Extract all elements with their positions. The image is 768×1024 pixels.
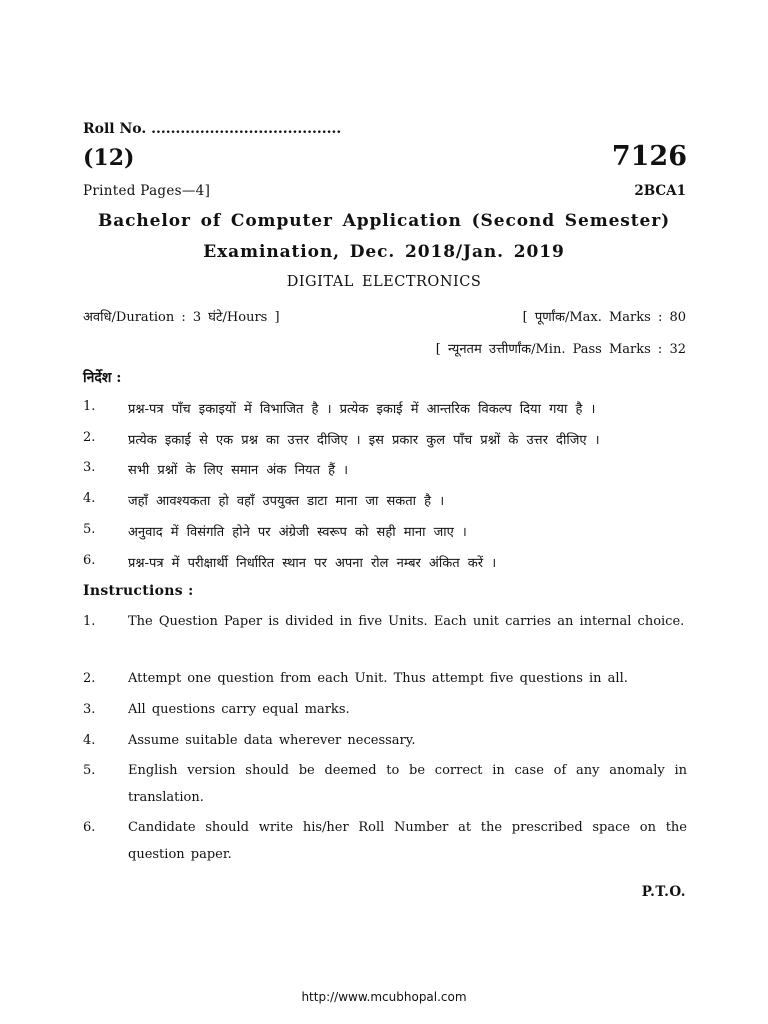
subject-name: DIGITAL ELECTRONICS xyxy=(286,274,482,290)
english-instruction-item xyxy=(83,608,687,635)
item-text: सभी प्रश्नों के लिए समान अंक नियत हैं । xyxy=(128,463,349,478)
item-number: 3. xyxy=(83,702,96,717)
course-code: 2BCA1 xyxy=(634,183,686,199)
roll-number-line: Roll No. ....................................... xyxy=(83,121,342,137)
paper-code: (12) xyxy=(83,145,135,171)
printed-pages: Printed Pages—4] xyxy=(83,183,211,199)
hindi-instruction-item xyxy=(83,522,687,540)
pass-marks: [ न्यूनतम उत्तीर्णांक/Min. Pass Marks : 32 xyxy=(435,342,686,357)
english-instruction-item xyxy=(83,757,687,811)
item-number: 5. xyxy=(83,522,96,537)
exam-session: Examination, Dec. 2018/Jan. 2019 xyxy=(203,242,565,262)
english-instruction-item xyxy=(83,696,687,723)
item-text: प्रश्न-पत्र में परीक्षार्थी निर्धारित स्थान पर अपना रोल नम्बर अंकित करें । xyxy=(128,556,497,571)
item-text: अनुवाद में विसंगति होने पर अंग्रेजी स्वरूप को सही माना जाए । xyxy=(128,525,467,540)
item-number: 6. xyxy=(83,553,96,568)
english-instruction-item xyxy=(83,727,687,754)
item-number: 2. xyxy=(83,430,96,445)
paper-number: 7126 xyxy=(611,141,687,172)
item-number: 4. xyxy=(83,491,96,506)
item-text: Assume suitable data wherever necessary. xyxy=(128,733,416,748)
english-instruction-item xyxy=(83,665,687,692)
pto-marker: P.T.O. xyxy=(641,884,686,900)
item-text: जहाँ आवश्यकता हो वहाँ उपयुक्त डाटा माना जा सकता है । xyxy=(128,494,445,509)
item-number: 1. xyxy=(83,399,96,414)
item-text: All questions carry equal marks. xyxy=(128,702,350,717)
english-instruction-item xyxy=(83,814,687,868)
hindi-instruction-item xyxy=(83,491,687,509)
item-number: 1. xyxy=(83,614,96,629)
item-text: प्रत्येक इकाई से एक प्रश्न का उत्तर दीजिए । इस प्रकार कुल पाँच प्रश्नों के उत्तर दीजिए । xyxy=(128,433,600,448)
hindi-instruction-item xyxy=(83,399,687,417)
item-number: 6. xyxy=(83,820,96,835)
exam-title: Bachelor of Computer Application (Second Semester) xyxy=(97,211,671,231)
max-marks: [ पूर्णांक/Max. Marks : 80 xyxy=(522,310,686,325)
item-text: Candidate should write his/her Roll Number at the prescribed space on the question paper. xyxy=(128,820,687,862)
item-text: Attempt one question from each Unit. Thus attempt five questions in all. xyxy=(128,671,628,686)
item-text: प्रश्न-पत्र पाँच इकाइयों में विभाजित है । प्रत्येक इकाई में आन्तरिक विकल्प दिया गया है । xyxy=(128,402,596,417)
english-instructions-heading: Instructions : xyxy=(83,583,194,599)
hindi-instruction-item xyxy=(83,430,687,448)
hindi-instruction-item xyxy=(83,460,687,478)
item-number: 5. xyxy=(83,763,96,778)
duration: अवधि/Duration : 3 घंटे/Hours ] xyxy=(83,310,280,325)
footer-url[interactable]: http://www.mcubhopal.com xyxy=(301,990,467,1004)
item-number: 4. xyxy=(83,733,96,748)
hindi-instructions-heading: निर्देश : xyxy=(83,370,122,386)
item-number: 2. xyxy=(83,671,96,686)
item-text: English version should be deemed to be correct in case of any anomaly in translation. xyxy=(128,763,687,805)
hindi-instruction-item xyxy=(83,553,687,571)
item-text: The Question Paper is divided in five Units. Each unit carries an internal choice. xyxy=(128,614,685,629)
item-number: 3. xyxy=(83,460,96,475)
